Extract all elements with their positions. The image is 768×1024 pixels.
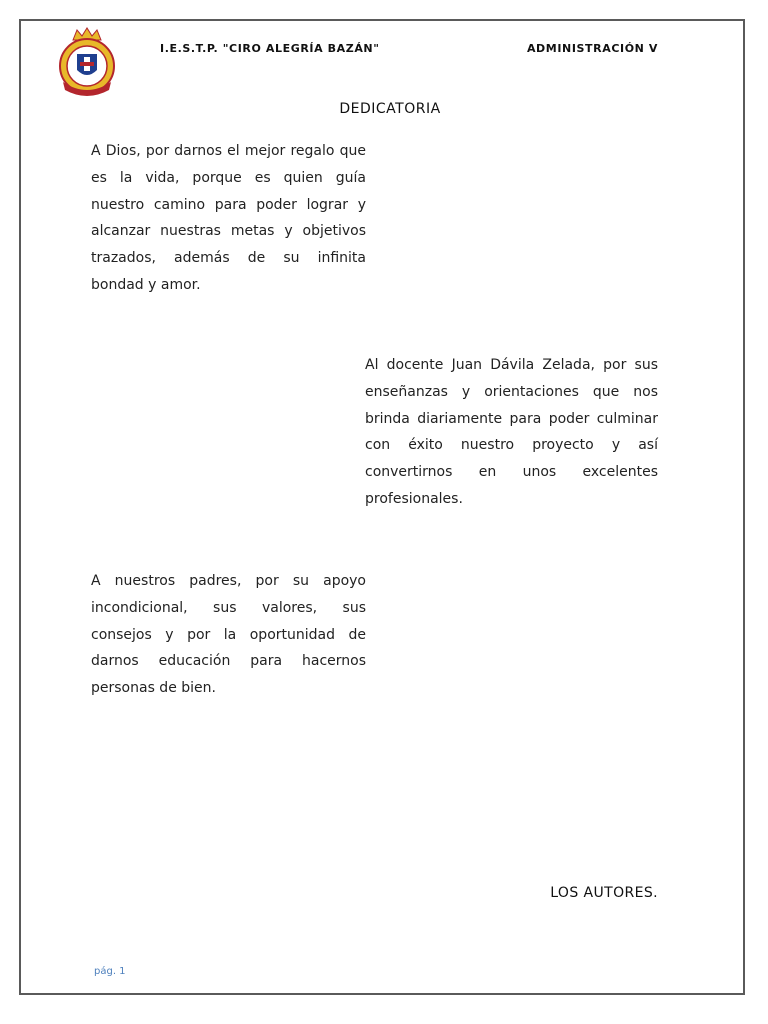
page-number: pág. 1 bbox=[94, 966, 126, 977]
dedication-teacher: Al docente Juan Dávila Zelada, por sus enseñanzas y orientaciones que nos brinda diariamente para poder culminar con éxito nuestro proyecto y así convertirnos en unos excelentes profesionales. bbox=[365, 357, 658, 507]
signature: LOS AUTORES. bbox=[550, 885, 658, 901]
dedication-parents: A nuestros padres, por su apoyo incondicional, sus valores, sus consejos y por la oportunidad de darnos educación para hacernos personas de bien. bbox=[91, 573, 366, 697]
institution-name: I.E.S.T.P. "CIRO ALEGRÍA BAZÁN" bbox=[160, 42, 380, 55]
institution-logo bbox=[51, 26, 123, 98]
dedication-god: A Dios, por darnos el mejor regalo que es la vida, porque es quien guía nuestro camino para poder lograr y alcanzar nuestras metas y objetivos trazados, además de su infinita bondad y amor. bbox=[91, 143, 366, 293]
page-title bbox=[0, 101, 768, 117]
page-title-text: DEDICATORIA bbox=[339, 101, 441, 117]
course-name: ADMINISTRACIÓN V bbox=[526, 42, 658, 55]
